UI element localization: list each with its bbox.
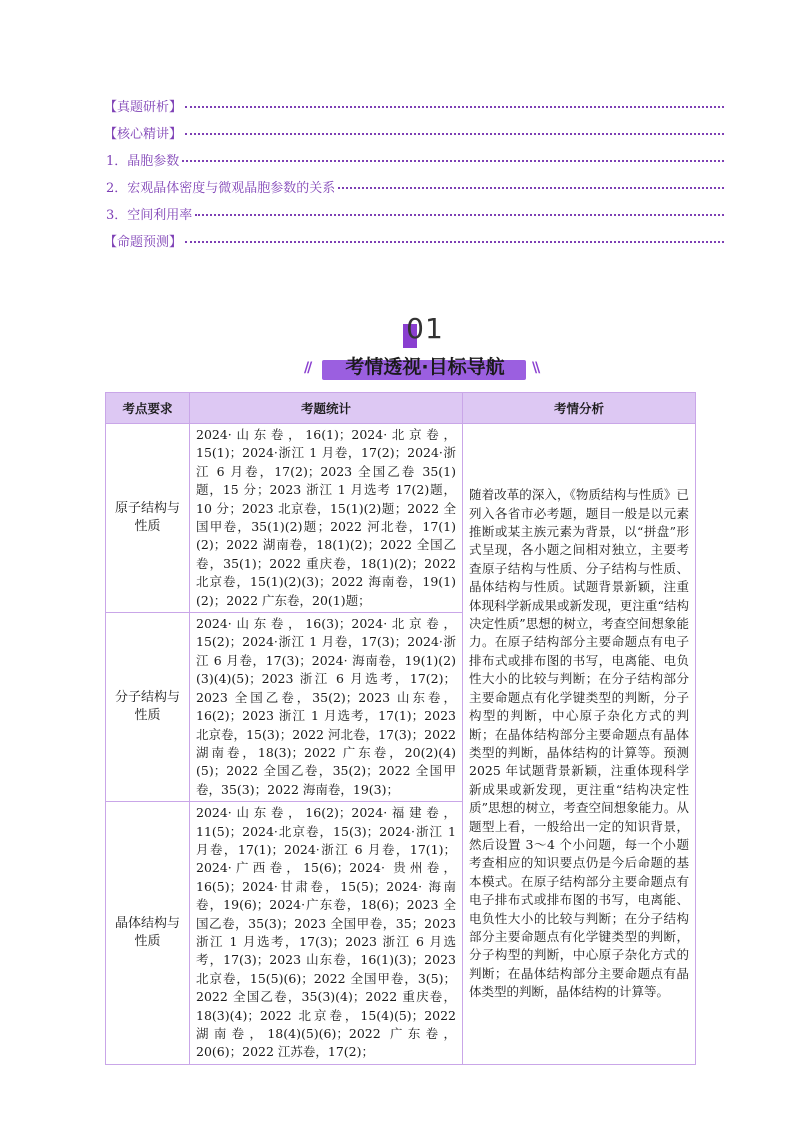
topic-cell: 原子结构与性质 [106,424,190,613]
statistics-cell: 2024·山东卷，16(2)；2024·福建卷，11(5)；2024·北京卷，15(3)；2024·浙江 1 月卷，17(1)；2024·浙江 6 月卷，17(1)；2024·广西卷，15(6)；2024· 贵州卷，16(5)；2024·甘肃卷，15(5)；2024· 海南卷，19(6)；2024·广东卷，18(6)；2023 全国乙卷，35(3)；2023 全国甲卷，35；2023 浙江 1 月选考，17(3)；2023 浙江 6 月选考，17(3)；2023 山东卷，16(1)(3)；2023 北京卷，15(5)(6)；2022 全国甲卷，3(5)；2022 全国乙卷，35(3)(4)；2022 重庆卷，18(3)(4)；2022 北京卷，15(4)(5)；2022 湖南卷，18(4)(5)(6)；2022 广东卷，20(6)；2022 江苏卷，17(2)； [190,802,463,1065]
header-analysis: 考情分析 [463,393,696,424]
analysis-cell: 随着改革的深入，《物质结构与性质》已列入各省市必考题，题目一般是以元素推断或某主族元素为背景，以“拼盘”形式呈现，各小题之间相对独立，主要考查原子结构与性质、分子结构与性质、晶体结构与性质。试题背景新颖，注重体现科学新成果或新发现，更注重“结构决定性质”思想的树立，考查空间想象能力。在原子结构部分主要命题点有电子排布式或排布图的书写，电离能、电负性大小的比较与判断；在分子结构部分主要命题点有化学键类型的判断，分子构型的判断，中心原子杂化方式的判断；在晶体结构部分主要命题点有晶体类型的判断，晶体结构的计算等。预测 2025 年试题背景新颖，注重体现科学新成果或新发现，更注重“结构决定性质”思想的树立，考查空间想象能力。从题型上看，一般给出一定的知识背景，然后设置 3～4 个小问题，每一个小题考查相应的知识要点仍是今后命题的基本模式。在原子结构部分主要命题点有电子排布式或排布图的书写，电离能、电负性大小的比较与判断；在分子结构部分主要命题点有化学键类型的判断，分子构型的判断，中心原子杂化方式的判断；在晶体结构部分主要命题点有晶体类型的判断，晶体结构的计算等。 [463,424,696,1065]
table-of-contents [104,96,724,258]
toc-item[interactable] [104,231,724,258]
toc-item-label: 【核心精讲】 [104,127,183,142]
section-number: 01 [406,312,444,345]
toc-leader-dots [185,105,724,108]
topic-cell: 分子结构与性质 [106,613,190,802]
toc-item-label: 【命题预测】 [104,235,183,250]
toc-leader-dots [195,213,724,216]
toc-item[interactable] [104,96,724,123]
section-banner [300,312,550,382]
toc-item[interactable] [104,177,724,204]
toc-item[interactable] [104,204,724,231]
section-title: 考情透视·目标导航 [345,356,505,378]
toc-item-label: 1．晶胞参数 [106,154,180,169]
header-topic: 考点要求 [106,393,190,424]
slash-decoration-right: \\ [532,360,539,376]
toc-item-label: 【真题研析】 [104,100,183,115]
toc-leader-dots [185,240,724,243]
topic-cell: 晶体结构与性质 [106,802,190,1065]
exam-analysis-table [105,392,696,1065]
toc-item[interactable] [104,123,724,150]
table-header-row [106,393,696,424]
toc-item-label: 3．空间利用率 [106,208,193,223]
statistics-cell: 2024·山东卷，16(1)；2024·北京卷，15(1)；2024·浙江 1 月卷，17(2)；2024·浙江 6 月卷，17(2)；2023 全国乙卷 35(1)题，15 分；2023 浙江 1 月选考 17(2)题，10 分；2023 北京卷，15(1)(2)题；2022 全国甲卷，35(1)(2)题；2022 河北卷，17(1)(2)；2022 湖南卷，18(1)(2)；2022 全国乙卷，35(1)；2022 重庆卷，18(1)(2)；2022 北京卷，15(1)(2)(3)；2022 海南卷，19(1)(2)；2022 广东卷，20(1)题； [190,424,463,613]
toc-leader-dots [185,132,724,135]
header-statistics: 考题统计 [190,393,463,424]
toc-leader-dots [182,159,724,162]
table-row [106,424,696,613]
toc-leader-dots [338,186,724,189]
toc-item[interactable] [104,150,724,177]
statistics-cell: 2024·山东卷，16(3)；2024·北京卷，15(2)；2024·浙江 1 月卷，17(3)；2024·浙江 6 月卷，17(3)；2024· 海南卷，19(1)(2)(3)(4)(5)；2023 浙江 6 月选考，17(2)；2023 全国乙卷，35(2)；2023 山东卷，16(2)；2023 浙江 1 月选考，17(1)；2023 北京卷，15(3)；2022 河北卷，17(3)；2022 湖南卷，18(3)；2022 广东卷，20(2)(4)(5)；2022 全国乙卷，35(2)；2022 全国甲卷，35(3)；2022 海南卷，19(3)； [190,613,463,802]
slash-decoration-left: // [304,360,311,376]
toc-item-label: 2．宏观晶体密度与微观晶胞参数的关系 [106,181,336,196]
